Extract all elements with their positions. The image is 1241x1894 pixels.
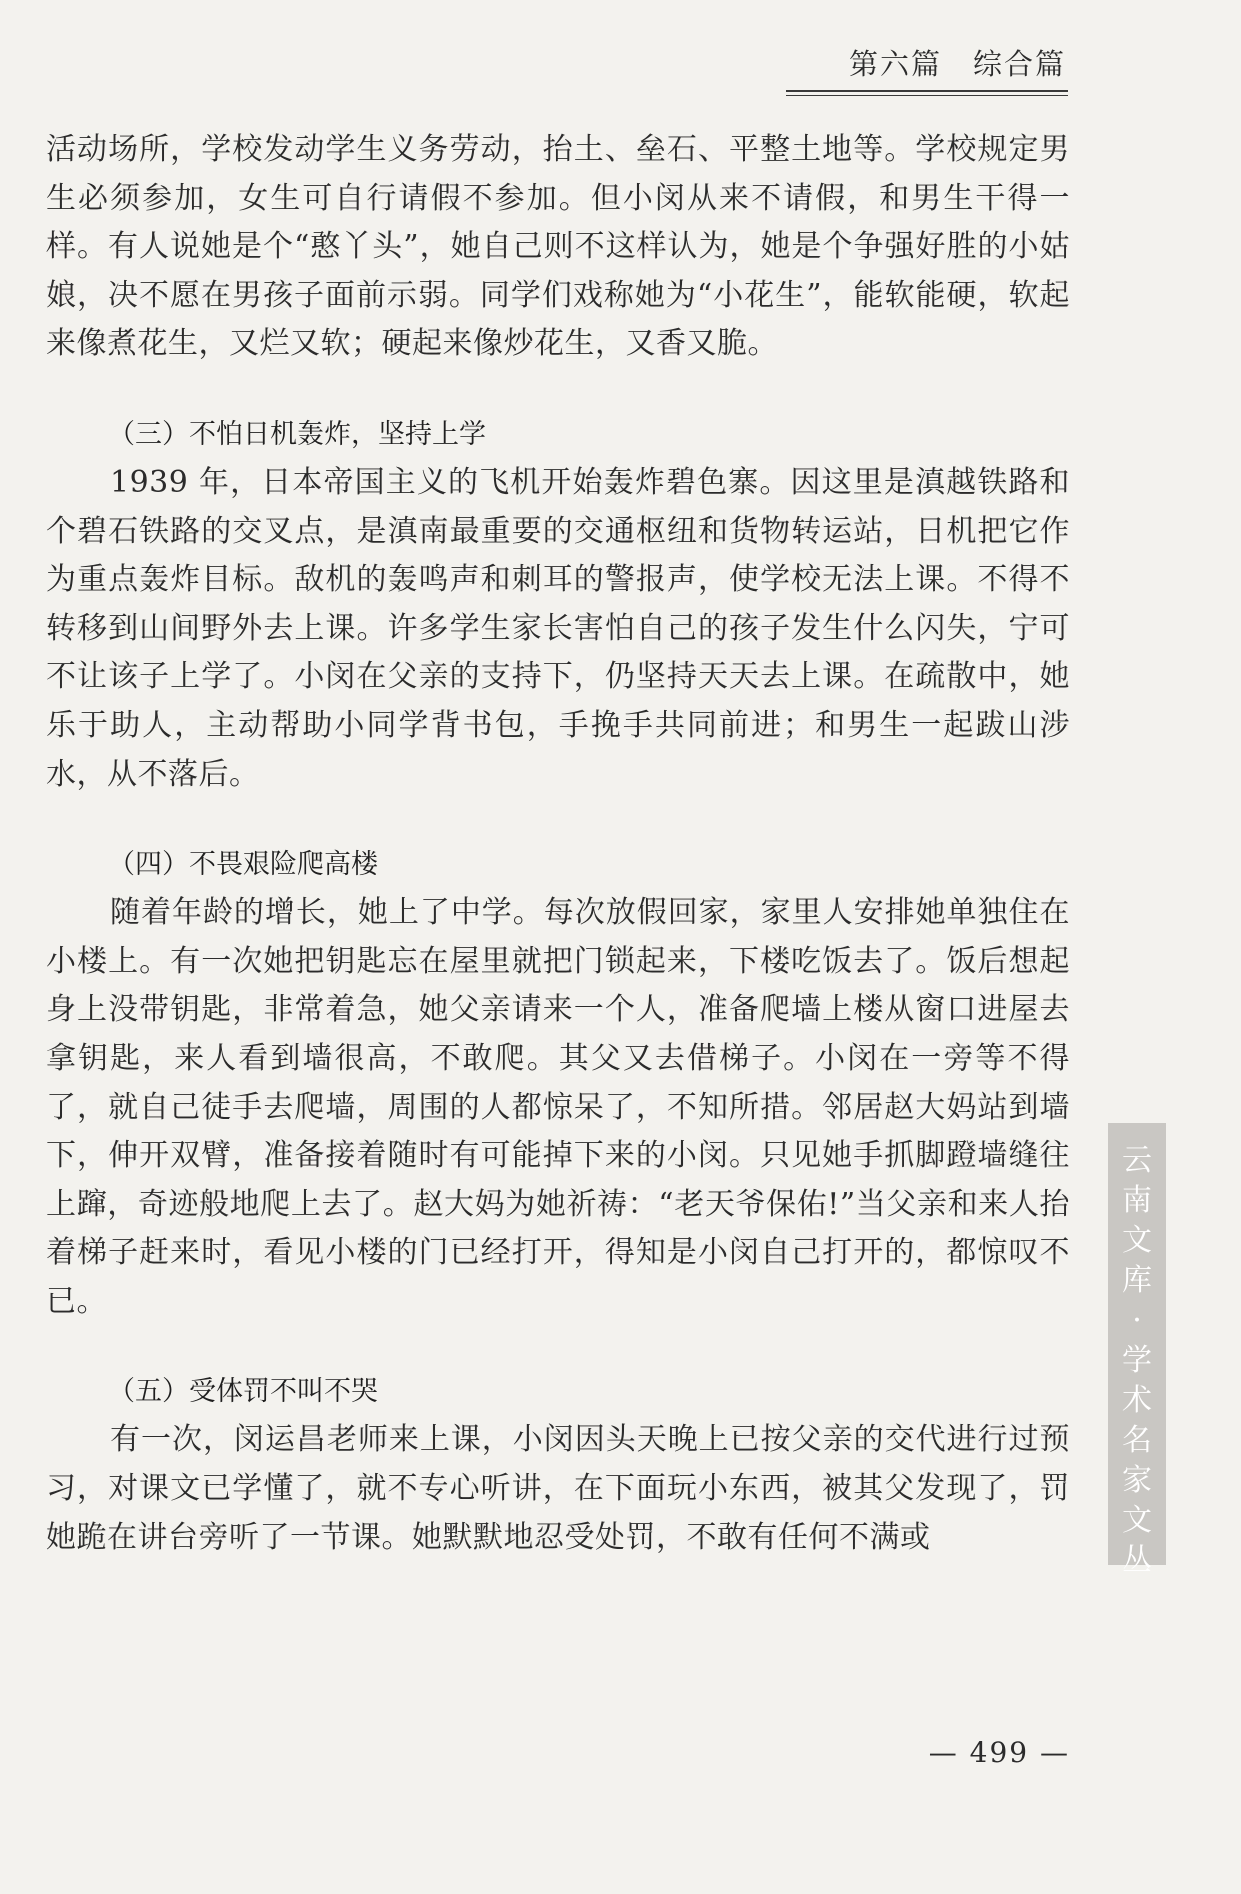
side-tab-char: 术 xyxy=(1122,1383,1152,1418)
side-tab-char: 丛 xyxy=(1122,1543,1152,1578)
series-side-tab xyxy=(1108,1123,1166,1578)
section-heading-4: （四）不畏艰险爬高楼 xyxy=(108,849,378,881)
header-rule-thin xyxy=(786,95,1068,96)
page-body xyxy=(46,126,1070,1562)
side-tab-char: 文 xyxy=(1122,1503,1152,1538)
section-paragraph-3: 1939 年，日本帝国主义的飞机开始轰炸碧色寨。因这里是滇越铁路和个碧石铁路的交叉点，是滇南最重要的交通枢纽和货物转运站，日机把它作为重点轰炸目标。敌机的轰鸣声和刺耳的警报声，使学校无法上课。不得不转移到山间野外去上课。许多学生家长害怕自己的孩子发生什么闪失，宁可不让该子上学了。小闵在父亲的支持下，仍坚持天天去上课。在疏散中，她乐于助人，主动帮助小同学背书包，手挽手共同前进；和男生一起跋山涉水，从不落后。 xyxy=(46,464,1070,792)
side-tab-char: · xyxy=(1132,1303,1142,1338)
intro-paragraph: 活动场所，学校发动学生义务劳动，抬土、垒石、平整土地等。学校规定男生必须参加，女生可自行请假不参加。但小闵从来不请假，和男生干得一样。有人说她是个“憨丫头”，她自己则不这样认为，她是个争强好胜的小姑娘，决不愿在男孩子面前示弱。同学们戏称她为“小花生”，能软能硬，软起来像煮花生，又烂又软；硬起来像炒花生，又香又脆。 xyxy=(46,132,1070,362)
side-tab-char: 家 xyxy=(1122,1463,1152,1498)
side-tab-char: 库 xyxy=(1122,1263,1152,1298)
running-header xyxy=(786,44,1068,96)
side-tab-char: 学 xyxy=(1122,1343,1152,1378)
section-heading-5: （五）受体罚不叫不哭 xyxy=(108,1376,378,1408)
side-tab-char: 云 xyxy=(1122,1143,1152,1178)
section-heading-3: （三）不怕日机轰炸，坚持上学 xyxy=(108,418,486,450)
side-tab-char: 名 xyxy=(1122,1423,1152,1458)
header-rule xyxy=(786,90,1068,92)
section-paragraph-5: 有一次，闵运昌老师来上课，小闵因头天晚上已按父亲的交代进行过预习，对课文已学懂了，就不专心听讲，在下面玩小东西，被其父发现了，罚她跪在讲台旁听了一节课。她默默地忍受处罚，不敢有任何不满或 xyxy=(46,1422,1070,1555)
page-number: — 499 — xyxy=(928,1736,1070,1769)
chapter-title: 第六篇 综合篇 xyxy=(848,47,1066,81)
section-paragraph-4: 随着年龄的增长，她上了中学。每次放假回家，家里人安排她单独住在小楼上。有一次她把钥匙忘在屋里就把门锁起来，下楼吃饭去了。饭后想起身上没带钥匙，非常着急，她父亲请来一个人，准备爬墙上楼从窗口进屋去拿钥匙，来人看到墙很高，不敢爬。其父又去借梯子。小闵在一旁等不得了，就自己徒手去爬墙，周围的人都惊呆了，不知所措。邻居赵大妈站到墙下，伸开双臂，准备接着随时有可能掉下来的小闵。只见她手抓脚蹬墙缝往上蹿，奇迹般地爬上去了。赵大妈为她祈祷：“老天爷保佑!”当父亲和来人抬着梯子赶来时，看见小楼的门已经打开，得知是小闵自己打开的，都惊叹不已。 xyxy=(46,895,1070,1319)
side-tab-char: 南 xyxy=(1122,1183,1152,1218)
side-tab-char: 文 xyxy=(1122,1223,1152,1258)
